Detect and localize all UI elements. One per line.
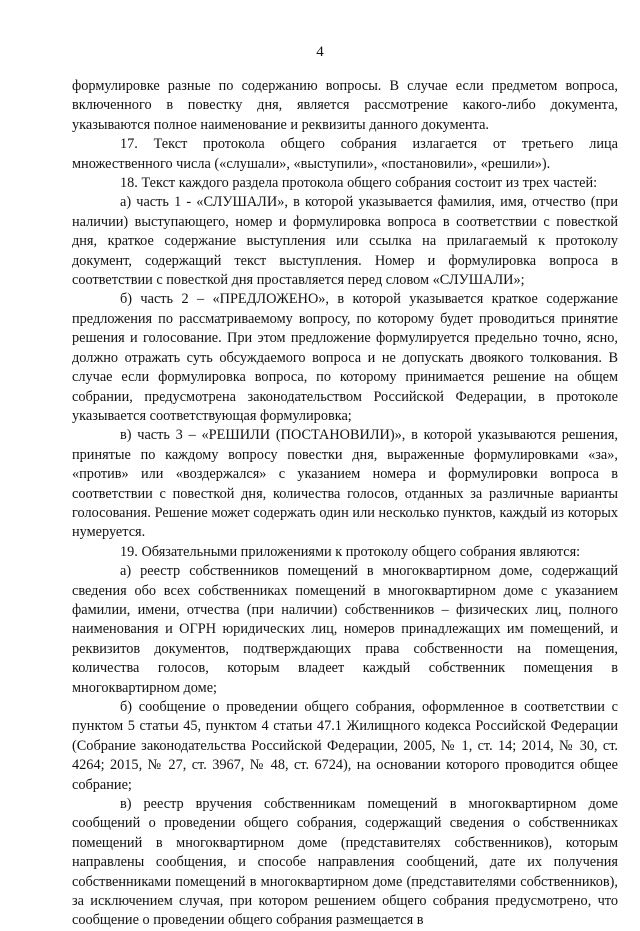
paragraph-item-19a: а) реестр собственников помещений в многоквартирном доме, содержащий сведения обо всех собственниках помещений в многоквартирном доме с указанием фамилии, имени, отчества (при наличии) собственников – физических лиц, полного наименования и ОГРН юридических лиц, номеров принадлежащих им помещений, и реквизитов документов, подтверждающих права собственности на помещения, количества голосов, которым владеет каждый собственник помещения в многоквартирном доме; — [72, 563, 618, 696]
paragraph-item-17: 17. Текст протокола общего собрания излагается от третьего лица множественного числа («слушали», «выступили», «постановили», «решили»). — [72, 136, 618, 172]
page-number: 4 — [316, 44, 324, 60]
paragraph-item-18v: в) часть 3 – «РЕШИЛИ (ПОСТАНОВИЛИ)», в которой указываются решения, принятые по каждому вопросу повестки дня, выраженные формулировками «за», «против» или «воздержался» с указанием номера и формулировки вопроса в соответствии с повесткой дня, количества голосов, отданных за различные варианты голосования. Решение может содержать один или несколько пунктов, каждый из которых нумеруется. — [72, 427, 618, 541]
paragraph-item-19: 19. Обязательными приложениями к протоколу общего собрания являются: — [120, 543, 581, 560]
paragraph-continuation: формулировке разные по содержанию вопросы. В случае если предметом вопроса, включенного в повестку дня, является рассмотрение какого-либо документа, указываются полное наименование и реквизиты данного документа. — [72, 78, 618, 133]
paragraph-item-18: 18. Текст каждого раздела протокола общего собрания состоит из трех частей: — [120, 175, 598, 192]
document-body — [72, 77, 618, 931]
paragraph-item-19v: в) реестр вручения собственникам помещений в многоквартирном доме сообщений о проведении общего собрания, содержащий сведения о собственниках помещений в многоквартирном доме (представителях собственников), которым направлены сообщения, и способе направления сообщений, дате их получения собственниками помещений в многоквартирном доме (представителями собственников), за исключением случая, при котором решением общего собрания предусмотрено, что сообщение о проведении общего собрания размещается в — [72, 796, 618, 929]
paragraph-item-19b: б) сообщение о проведении общего собрания, оформленное в соответствии с пунктом 5 статьи 45, пунктом 4 статьи 47.1 Жилищного кодекса Российской Федерации (Собрание законодательства Российской Федерации, 2005, № 1, ст. 14; 2014, № 30, ст. 4264; 2015, № 27, ст. 3967, № 48, ст. 6724), на основании которого проводится общее собрание; — [72, 699, 618, 793]
paragraph-item-18a: а) часть 1 - «СЛУШАЛИ», в которой указывается фамилия, имя, отчество (при наличии) выступающего, номер и формулировка вопроса в соответствии с повесткой дня, краткое содержание выступления или ссылка на прилагаемый к протоколу документ, содержащий текст выступления. Номер и формулировка вопроса в соответствии с повесткой дня проставляется перед словом «СЛУШАЛИ»; — [72, 194, 618, 289]
paragraph-item-18b: б) часть 2 – «ПРЕДЛОЖЕНО», в которой указывается краткое содержание предложения по рассматриваемому вопросу, по которому будет проводиться принятие решения и голосование. При этом предложение формулируется предельно точно, ясно, должно отражать суть обсуждаемого вопроса и не допускать двоякого толкования. В случае если формулировка вопроса, по которому принимается решение на общем собрании, предусмотрена законодательством Российской Федерации, в протоколе указывается соответствующая формулировка; — [72, 291, 618, 424]
